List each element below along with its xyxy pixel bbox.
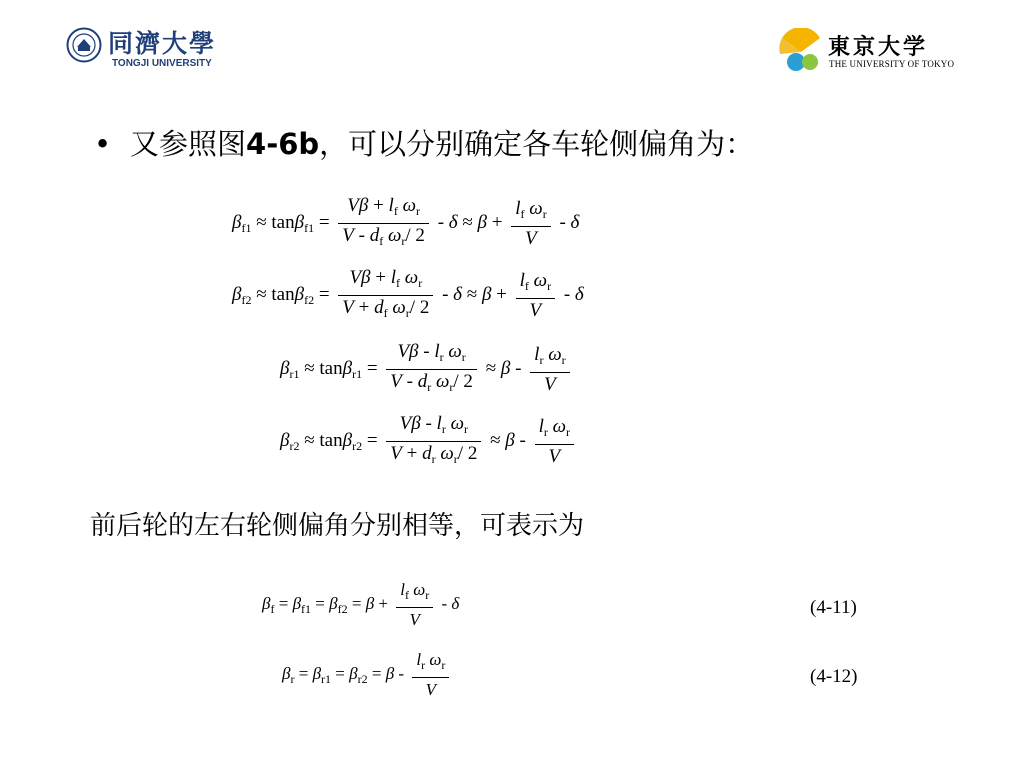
bullet-prefix: 又参照图 [130,127,247,161]
bullet-suffix: ，可以分别确定各车轮侧偏角为： [319,127,755,161]
equation-beta-f2: $\beta_{f2} \approx \tan\beta_{f2}$ = $\frac{V\beta + l_f \omega_r}{V + d_f \omega_r/ 2}$ - δ ≈ β + $\frac{l_f \omega_r}{V}$ - δ [232,267,584,321]
equation-beta-r1: $\beta_{r1} \approx \tan\beta_{r1}$ = $\frac{V\beta - l_r \omega_r}{V - d_r \omega_r/ 2}$ ≈ β - $\frac{l_r \omega_r}{V}$ [280,340,574,399]
bullet-dot: • [94,127,112,161]
tongji-logo [66,24,256,74]
tongji-seal-icon [66,27,102,63]
equation-4-11: $\beta_f = \beta_{f1} = \beta_{f2} = \beta$ + $\frac{l_f \omega_r}{V}$ - δ [262,580,460,629]
tongji-name-cn: 同濟大學 [108,29,217,58]
equation-beta-r2: $\beta_{r2} \approx \tan\beta_{r2}$ = $\frac{V\beta - l_r \omega_r}{V + d_r \omega_r/ 2}$ ≈ β - $\frac{l_r \omega_r}{V}$ [280,412,578,471]
ginkgo-leaf-icon [778,28,824,72]
equation-number-4-11: (4-11) [810,597,857,618]
tokyo-name-en: THE UNIVERSITY OF TOKYO [829,59,955,69]
figure-reference: 4-6b [246,127,320,161]
tokyo-name-cn: 東京大学 [828,34,929,60]
bullet-line [94,122,754,163]
paragraph-text: 前后轮的左右轮侧偏角分别相等，可表示为 [90,511,585,541]
equation-number-4-12: (4-12) [810,666,858,687]
equation-beta-f1: $\beta_{f1} \approx \tan\beta_{f1}$ = $\frac{V\beta + l_f \omega_r}{V - d_f \omega_r/ 2}$ - δ ≈ β + $\frac{l_f \omega_r}{V}$ - δ [232,195,580,249]
equation-4-12: $\beta_r = \beta_{r1} = \beta_{r2} = \beta$ - $\frac{l_r \omega_r}{V}$ [282,648,453,702]
tokyo-logo [778,28,958,76]
tongji-name-en: TONGJI UNIVERSITY [112,58,212,69]
